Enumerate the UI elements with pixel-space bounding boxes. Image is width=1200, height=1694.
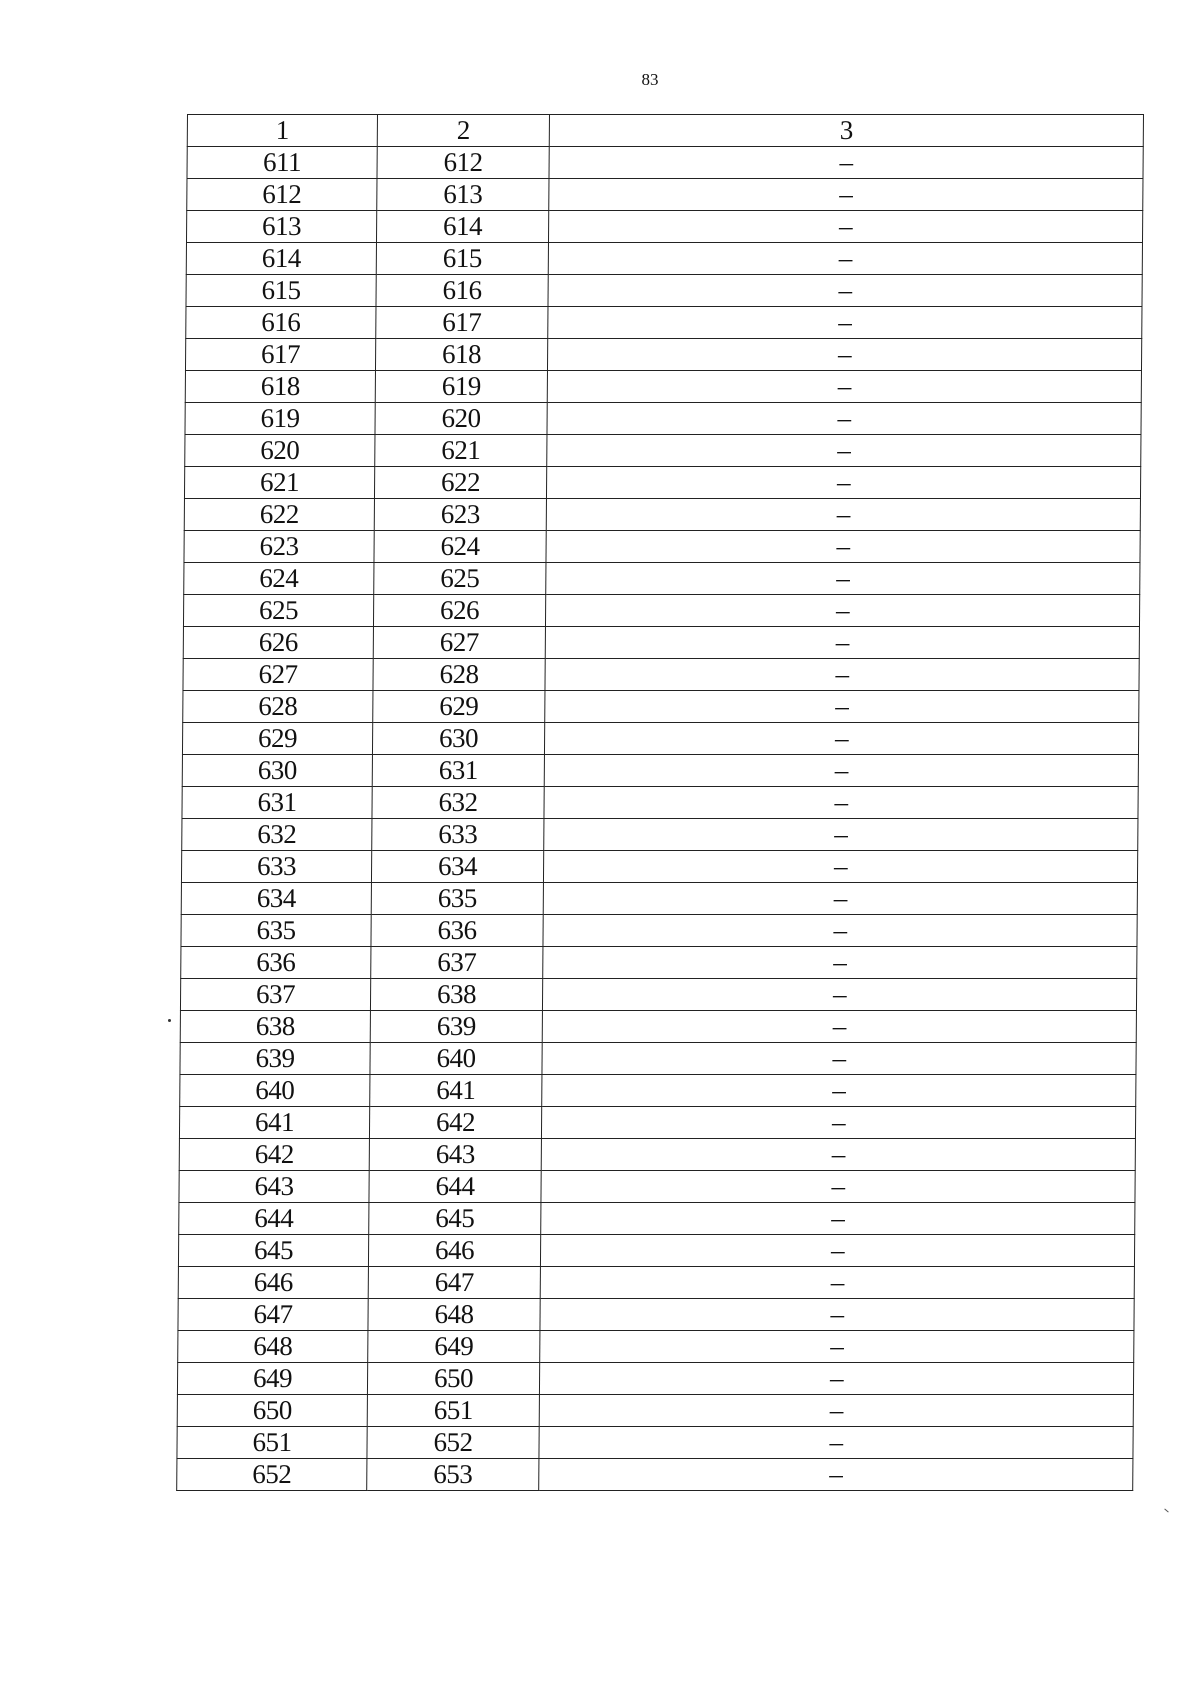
- table-cell-col-3: –: [539, 1395, 1133, 1427]
- table-cell-col-2: 633: [372, 819, 544, 851]
- table-cell-col-2: 648: [368, 1299, 540, 1331]
- table-cell-col-1: 635: [181, 915, 371, 947]
- table-cell-col-2: 634: [371, 851, 543, 883]
- table-row: [181, 851, 1137, 883]
- table-row: [178, 1267, 1134, 1299]
- table-cell-col-1: 647: [178, 1299, 368, 1331]
- table-row: [183, 627, 1139, 659]
- table-row: [181, 947, 1137, 979]
- table-cell-col-3: –: [546, 563, 1140, 595]
- table-cell-col-3: –: [539, 1427, 1133, 1459]
- table-body: [177, 115, 1144, 1491]
- table-cell-col-2: 651: [367, 1395, 539, 1427]
- table-cell-col-2: 637: [371, 947, 543, 979]
- table-cell-col-1: 642: [179, 1139, 369, 1171]
- table-row: [184, 563, 1140, 595]
- table-row: [184, 499, 1140, 531]
- table-cell-col-1: 625: [183, 595, 373, 627]
- table-row: [177, 1363, 1133, 1395]
- table-cell-col-3: –: [540, 1235, 1134, 1267]
- table-cell-col-3: –: [548, 211, 1142, 243]
- table-cell-col-1: 640: [180, 1075, 370, 1107]
- table-cell-col-1: 628: [183, 691, 373, 723]
- table-cell-col-3: –: [543, 851, 1137, 883]
- table-cell-col-1: 622: [184, 499, 374, 531]
- table-cell-col-1: 646: [178, 1267, 368, 1299]
- table-row: [182, 819, 1138, 851]
- table-cell-col-3: –: [542, 1011, 1136, 1043]
- table-header-row: [187, 115, 1143, 147]
- table-cell-col-2: 618: [375, 339, 547, 371]
- data-table: [176, 114, 1144, 1491]
- table-row: [187, 147, 1143, 179]
- table-cell-col-1: 613: [186, 211, 376, 243]
- table-cell-col-1: 629: [182, 723, 372, 755]
- table-cell-col-3: –: [545, 691, 1139, 723]
- table-cell-col-3: –: [541, 1107, 1135, 1139]
- table-cell-col-3: –: [545, 595, 1139, 627]
- table-cell-col-2: 650: [367, 1363, 539, 1395]
- table-cell-col-3: –: [548, 307, 1142, 339]
- table-cell-col-3: –: [542, 1075, 1136, 1107]
- page-number: 83: [641, 70, 659, 89]
- table-cell-col-3: –: [547, 403, 1141, 435]
- table-row: [187, 179, 1143, 211]
- table-cell-col-3: –: [544, 787, 1138, 819]
- table-cell-col-2: 652: [367, 1427, 539, 1459]
- table-cell-col-3: –: [542, 1043, 1136, 1075]
- table-cell-col-1: 643: [179, 1171, 369, 1203]
- table-cell-col-1: 619: [185, 403, 375, 435]
- table-row: [179, 1203, 1135, 1235]
- table-cell-col-1: 649: [177, 1363, 367, 1395]
- table-cell-col-3: –: [546, 531, 1140, 563]
- table-cell-col-1: 623: [184, 531, 374, 563]
- table-cell-col-3: –: [543, 883, 1137, 915]
- table-cell-col-3: –: [548, 275, 1142, 307]
- table-cell-col-2: 630: [372, 723, 544, 755]
- table-cell-col-3: –: [541, 1139, 1135, 1171]
- table-row: [185, 403, 1141, 435]
- table-cell-col-3: –: [545, 627, 1139, 659]
- table-row: [178, 1299, 1134, 1331]
- table-row: [178, 1235, 1134, 1267]
- data-table-container: [176, 114, 1144, 1491]
- table-cell-col-2: 646: [368, 1235, 540, 1267]
- table-row: [179, 1107, 1135, 1139]
- table-cell-col-3: –: [540, 1267, 1134, 1299]
- table-cell-col-1: 648: [178, 1331, 368, 1363]
- table-cell-col-1: 634: [181, 883, 371, 915]
- table-row: [183, 659, 1139, 691]
- table-cell-col-3: –: [544, 819, 1138, 851]
- table-cell-col-2: 644: [369, 1171, 541, 1203]
- table-row: [180, 1043, 1136, 1075]
- table-row: [184, 467, 1140, 499]
- table-cell-col-2: 638: [370, 979, 542, 1011]
- table-cell-col-2: 612: [377, 147, 549, 179]
- table-row: [182, 723, 1138, 755]
- table-cell-col-1: 627: [183, 659, 373, 691]
- table-cell-col-2: 614: [376, 211, 548, 243]
- table-cell-col-2: 636: [371, 915, 543, 947]
- table-cell-col-3: –: [546, 467, 1140, 499]
- table-cell-col-1: 615: [186, 275, 376, 307]
- table-cell-col-2: 641: [370, 1075, 542, 1107]
- table-cell-col-2: 629: [373, 691, 545, 723]
- table-cell-col-1: 644: [179, 1203, 369, 1235]
- table-row: [181, 915, 1137, 947]
- table-cell-col-1: 650: [177, 1395, 367, 1427]
- table-cell-col-3: –: [539, 1363, 1133, 1395]
- table-cell-col-1: 633: [181, 851, 371, 883]
- table-row: [182, 755, 1138, 787]
- table-cell-col-2: 619: [375, 371, 547, 403]
- table-row: [185, 435, 1141, 467]
- table-cell-col-2: 626: [373, 595, 545, 627]
- table-cell-col-2: 627: [373, 627, 545, 659]
- table-cell-col-2: 625: [374, 563, 546, 595]
- table-cell-col-2: 621: [375, 435, 547, 467]
- table-cell-col-2: 632: [372, 787, 544, 819]
- table-cell-col-1: 612: [187, 179, 377, 211]
- table-cell-col-1: 616: [186, 307, 376, 339]
- table-cell-col-1: 624: [184, 563, 374, 595]
- table-cell-col-1: 626: [183, 627, 373, 659]
- column-header-1: 1: [187, 115, 377, 147]
- table-cell-col-2: 631: [372, 755, 544, 787]
- stray-tick-mark: [1164, 1509, 1168, 1513]
- table-cell-col-2: 613: [377, 179, 549, 211]
- table-cell-col-2: 635: [371, 883, 543, 915]
- table-cell-col-1: 651: [177, 1427, 367, 1459]
- table-cell-col-3: –: [544, 723, 1138, 755]
- table-cell-col-2: 653: [367, 1459, 539, 1491]
- table-cell-col-3: –: [549, 147, 1143, 179]
- table-cell-col-3: –: [548, 243, 1142, 275]
- table-row: [177, 1427, 1133, 1459]
- table-cell-col-2: 647: [368, 1267, 540, 1299]
- table-cell-col-3: –: [547, 339, 1141, 371]
- table-cell-col-3: –: [543, 947, 1137, 979]
- table-row: [179, 1171, 1135, 1203]
- table-cell-col-3: –: [541, 1203, 1135, 1235]
- table-cell-col-2: 649: [368, 1331, 540, 1363]
- table-row: [183, 691, 1139, 723]
- table-row: [184, 531, 1140, 563]
- stray-dot-mark: [168, 1019, 171, 1022]
- table-cell-col-2: 620: [375, 403, 547, 435]
- table-cell-col-2: 640: [370, 1043, 542, 1075]
- table-cell-col-3: –: [547, 371, 1141, 403]
- table-cell-col-2: 639: [370, 1011, 542, 1043]
- table-cell-col-2: 642: [369, 1107, 541, 1139]
- table-row: [186, 275, 1142, 307]
- table-cell-col-3: –: [547, 435, 1141, 467]
- table-row: [186, 211, 1142, 243]
- table-row: [186, 307, 1142, 339]
- table-cell-col-1: 618: [185, 371, 375, 403]
- table-row: [178, 1331, 1134, 1363]
- table-cell-col-1: 631: [182, 787, 372, 819]
- table-cell-col-3: –: [539, 1459, 1133, 1491]
- table-cell-col-1: 632: [182, 819, 372, 851]
- table-cell-col-1: 630: [182, 755, 372, 787]
- table-cell-col-1: 637: [180, 979, 370, 1011]
- table-cell-col-3: –: [541, 1171, 1135, 1203]
- table-cell-col-1: 639: [180, 1043, 370, 1075]
- table-cell-col-1: 621: [184, 467, 374, 499]
- table-cell-col-2: 643: [369, 1139, 541, 1171]
- table-cell-col-1: 614: [186, 243, 376, 275]
- table-row: [185, 339, 1141, 371]
- table-cell-col-1: 652: [177, 1459, 367, 1491]
- table-cell-col-2: 616: [376, 275, 548, 307]
- table-cell-col-2: 622: [374, 467, 546, 499]
- table-cell-col-3: –: [549, 179, 1143, 211]
- column-header-2: 2: [377, 115, 549, 147]
- table-row: [177, 1395, 1133, 1427]
- table-row: [179, 1139, 1135, 1171]
- table-cell-col-3: –: [544, 755, 1138, 787]
- table-cell-col-3: –: [545, 659, 1139, 691]
- table-cell-col-1: 636: [181, 947, 371, 979]
- table-row: [180, 979, 1136, 1011]
- table-cell-col-1: 638: [180, 1011, 370, 1043]
- table-cell-col-2: 624: [374, 531, 546, 563]
- table-cell-col-3: –: [542, 979, 1136, 1011]
- table-cell-col-3: –: [540, 1331, 1134, 1363]
- table-cell-col-2: 628: [373, 659, 545, 691]
- table-cell-col-1: 617: [185, 339, 375, 371]
- table-row: [186, 243, 1142, 275]
- table-row: [181, 883, 1137, 915]
- table-row: [183, 595, 1139, 627]
- table-cell-col-1: 620: [185, 435, 375, 467]
- table-cell-col-1: 611: [187, 147, 377, 179]
- table-cell-col-1: 641: [179, 1107, 369, 1139]
- table-row: [180, 1011, 1136, 1043]
- table-cell-col-2: 615: [376, 243, 548, 275]
- column-header-3: 3: [549, 115, 1143, 147]
- table-row: [185, 371, 1141, 403]
- table-cell-col-2: 623: [374, 499, 546, 531]
- table-cell-col-3: –: [543, 915, 1137, 947]
- table-cell-col-1: 645: [178, 1235, 368, 1267]
- table-row: [177, 1459, 1133, 1491]
- table-cell-col-2: 645: [369, 1203, 541, 1235]
- table-cell-col-2: 617: [376, 307, 548, 339]
- table-cell-col-3: –: [540, 1299, 1134, 1331]
- table-cell-col-3: –: [546, 499, 1140, 531]
- table-row: [180, 1075, 1136, 1107]
- table-row: [182, 787, 1138, 819]
